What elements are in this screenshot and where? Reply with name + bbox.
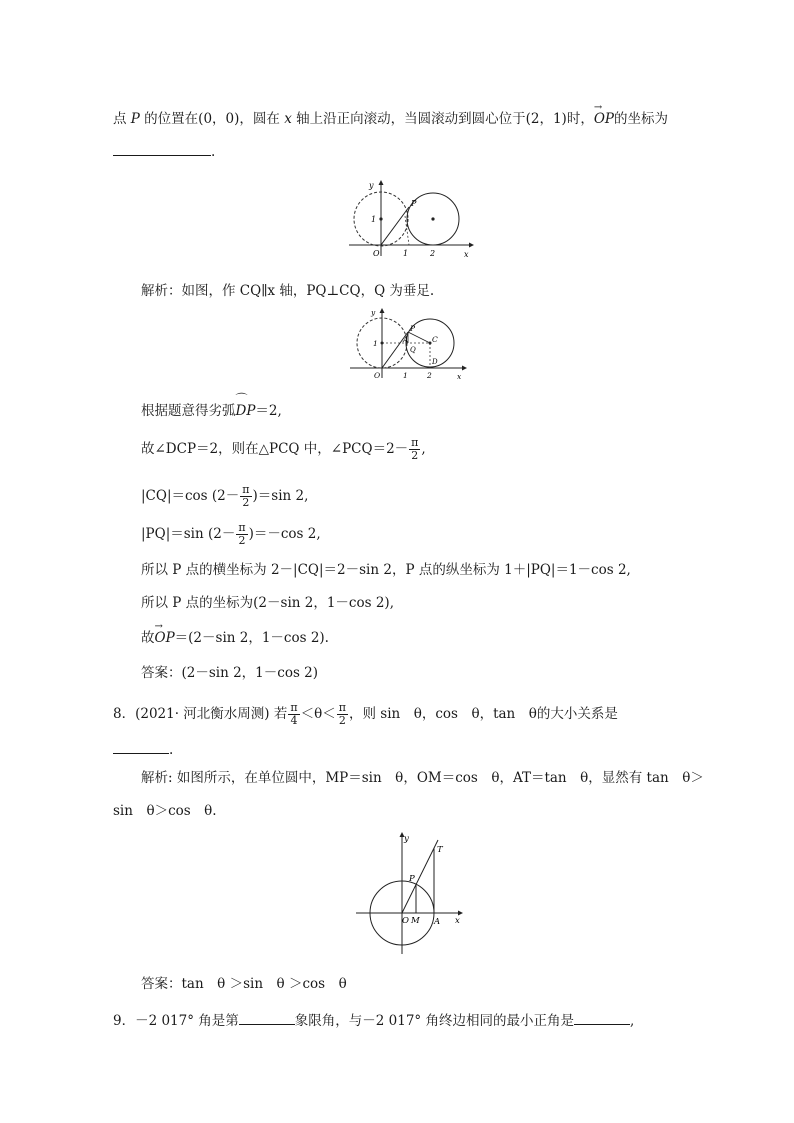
svg-text:O: O xyxy=(402,916,409,926)
svg-text:M: M xyxy=(411,916,420,926)
answer-blank xyxy=(574,1010,630,1025)
svg-text:T: T xyxy=(437,845,443,855)
svg-text:1: 1 xyxy=(403,249,409,258)
q9-statement: 9．－2 017° 角是第 象限角，与－2 017° 角终边相同的最小正角是 , xyxy=(113,1010,634,1031)
analysis-coordinates-1: 所以 P 点的横坐标为 2－|CQ|＝2－sin 2，P 点的纵坐标为 1＋|PQ|＝1－cos 2, xyxy=(141,562,631,578)
fraction: $\frac{\pi}{2}$ xyxy=(411,436,419,462)
analysis-q8-2: sin θ＞cos θ. xyxy=(113,803,217,819)
svg-text:O: O xyxy=(373,249,380,258)
svg-text:D: D xyxy=(432,358,438,366)
y-axis-label: y xyxy=(369,181,374,190)
figure-rolling-circle xyxy=(343,176,475,260)
answer-blank xyxy=(239,1010,295,1025)
point-p-label: P xyxy=(411,199,417,208)
analysis-pq: |PQ|＝sin (2－ $\frac{\pi}{2}$ )＝－cos 2, xyxy=(141,521,321,547)
q8-statement: 8．(2021· 河北衡水周测) 若 $\frac{\pi}{4}$ ＜θ＜ $\frac{\pi}{2}$ ，则 sin θ，cos θ，tan θ的大小关系是 xyxy=(113,701,618,727)
figure-unit-circle xyxy=(352,828,464,962)
answer-q8: 答案：tan θ ＞sin θ ＞cos θ xyxy=(141,976,347,992)
analysis-coordinates-2: 所以 P 点的坐标为(2－sin 2，1－cos 2), xyxy=(141,595,394,611)
svg-text:1: 1 xyxy=(373,339,378,348)
answer-blank xyxy=(113,141,211,156)
vector-op: → OP xyxy=(594,109,614,129)
svg-text:C: C xyxy=(432,335,438,344)
svg-text:x: x xyxy=(455,916,460,926)
analysis-q8-1: 解析: 如图所示，在单位圆中，MP＝sin θ，OM＝cos θ，AT＝tan θ，显然有 tan θ＞ xyxy=(141,770,704,786)
arc-dp: ⌒ DP xyxy=(236,401,256,421)
svg-text:2: 2 xyxy=(427,371,432,380)
svg-text:O: O xyxy=(374,371,381,380)
vector-op: → OP xyxy=(155,628,175,648)
q7-answer-blank: . xyxy=(113,141,215,162)
svg-text:2: 2 xyxy=(430,249,436,258)
answer-blank xyxy=(113,739,169,754)
svg-text:y: y xyxy=(371,308,376,317)
fraction: $\frac{\pi}{2}$ xyxy=(238,521,246,547)
svg-text:1: 1 xyxy=(371,215,377,224)
x-axis-label: x xyxy=(464,250,469,259)
figure-rolling-circle-analysis xyxy=(346,306,468,382)
svg-text:A: A xyxy=(403,336,409,344)
analysis-q7: 解析：如图，作 CQ∥x 轴，PQ⊥CQ，Q 为垂足. xyxy=(141,283,435,299)
svg-text:y: y xyxy=(404,834,409,844)
svg-text:1: 1 xyxy=(403,371,408,380)
analysis-angle-pcq: 故∠DCP＝2，则在△PCQ 中，∠PCQ＝2－ $\frac{\pi}{2}$ , xyxy=(141,436,426,462)
svg-text:Q: Q xyxy=(410,346,416,354)
svg-text:P: P xyxy=(409,874,415,884)
analysis-arc-length: 根据题意得劣弧⌒ DP＝2, xyxy=(141,401,282,421)
answer-q7: 答案：(2－sin 2，1－cos 2) xyxy=(141,665,319,681)
q7-statement: 点 P 的位置在(0，0)，圆在 x 轴上沿正向滚动，当圆滚动到圆心位于(2，1)时，→ OP的坐标为 xyxy=(113,109,668,129)
fraction: $\frac{\pi}{2}$ xyxy=(338,701,346,727)
fraction: $\frac{\pi}{2}$ xyxy=(242,483,250,509)
q8-answer-blank: . xyxy=(113,739,173,760)
fraction: $\frac{\pi}{4}$ xyxy=(290,701,298,727)
analysis-cq: |CQ|＝cos (2－ $\frac{\pi}{2}$ )＝sin 2, xyxy=(141,483,309,509)
svg-text:A: A xyxy=(434,917,441,927)
analysis-vector-op: 故→ OP＝(2－sin 2，1－cos 2). xyxy=(141,628,329,648)
svg-text:x: x xyxy=(457,372,462,381)
svg-text:P: P xyxy=(410,324,416,333)
